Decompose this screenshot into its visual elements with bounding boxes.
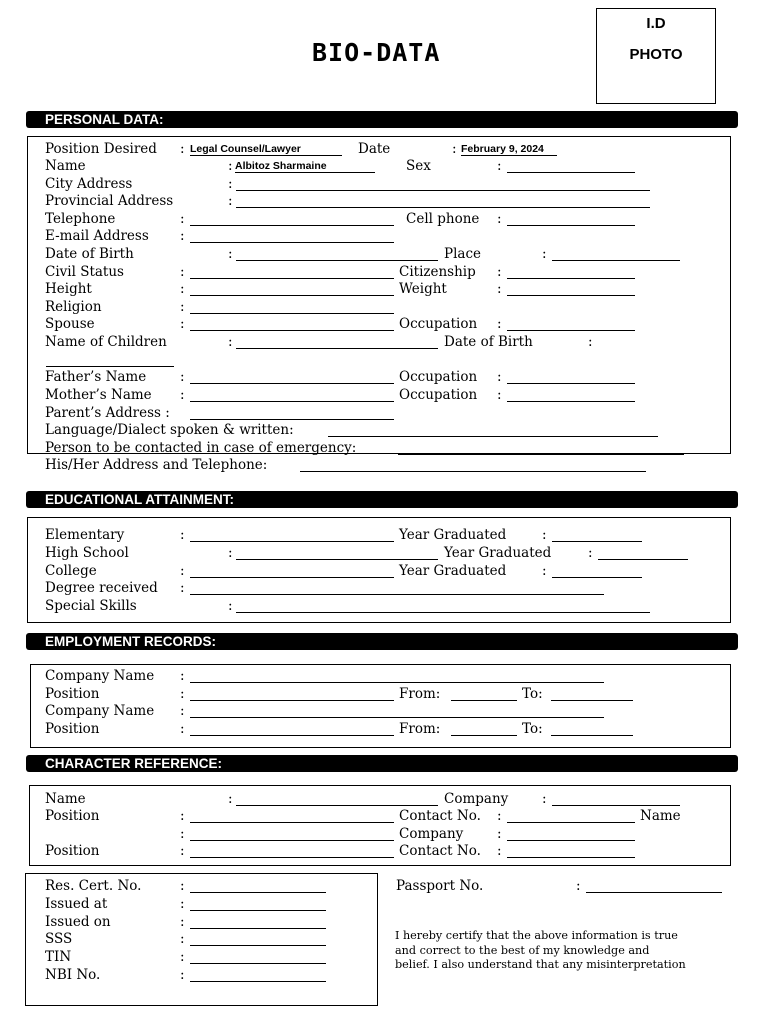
colon: : bbox=[497, 387, 502, 403]
date-value[interactable]: February 9, 2024 bbox=[461, 143, 557, 156]
colon: : bbox=[180, 703, 185, 719]
colon: : bbox=[497, 369, 502, 385]
nbi-label: NBI No. bbox=[45, 967, 101, 983]
father-occupation-label: Occupation bbox=[399, 369, 478, 385]
ref-company-field-1[interactable] bbox=[552, 805, 680, 806]
colon: : bbox=[180, 141, 185, 157]
father-occupation-field[interactable] bbox=[507, 383, 635, 384]
ref-name-field-2[interactable] bbox=[190, 840, 394, 841]
citizenship-label: Citizenship bbox=[399, 264, 476, 280]
ref-contact-label-1: Contact No. bbox=[399, 808, 481, 824]
certification-line-3: belief. I also understand that any misinterpretation bbox=[395, 958, 686, 971]
sss-label: SSS bbox=[45, 931, 73, 947]
colon: : bbox=[228, 158, 233, 174]
tin-label: TIN bbox=[45, 949, 72, 965]
colon: : bbox=[180, 281, 185, 297]
telephone-label: Telephone bbox=[45, 211, 116, 227]
special-skills-label: Special Skills bbox=[45, 598, 137, 614]
from-field-1[interactable] bbox=[451, 700, 517, 701]
issued-at-field[interactable] bbox=[190, 910, 326, 911]
place-label: Place bbox=[444, 246, 481, 262]
sex-field[interactable] bbox=[507, 172, 635, 173]
elementary-field[interactable] bbox=[190, 541, 394, 542]
ref-contact-label-2: Contact No. bbox=[399, 843, 481, 859]
passport-label: Passport No. bbox=[396, 878, 484, 894]
place-field[interactable] bbox=[552, 260, 680, 261]
name-label: Name bbox=[45, 158, 86, 174]
colon: : bbox=[576, 878, 581, 894]
colon: : bbox=[180, 686, 185, 702]
sex-label: Sex bbox=[406, 158, 431, 174]
colon: : bbox=[588, 334, 593, 350]
colon: : bbox=[180, 527, 185, 543]
mother-occupation-label: Occupation bbox=[399, 387, 478, 403]
colon: : bbox=[542, 563, 547, 579]
colon: : bbox=[497, 843, 502, 859]
dob-label: Date of Birth bbox=[45, 246, 134, 262]
passport-field[interactable] bbox=[586, 892, 722, 893]
colon: : bbox=[180, 580, 185, 596]
college-year-label: Year Graduated bbox=[399, 563, 507, 579]
date-label: Date bbox=[358, 141, 391, 157]
civil-status-field[interactable] bbox=[190, 278, 394, 279]
to-label-1: To: bbox=[522, 686, 543, 702]
city-address-label: City Address bbox=[45, 176, 133, 192]
from-label-2: From: bbox=[399, 721, 441, 737]
emergency-address-label: His/Her Address and Telephone: bbox=[45, 457, 268, 473]
colon: : bbox=[180, 808, 185, 824]
colon: : bbox=[180, 563, 185, 579]
certification-line-1: I hereby certify that the above information is true bbox=[395, 929, 678, 942]
colon: : bbox=[497, 211, 502, 227]
high-school-label: High School bbox=[45, 545, 129, 561]
height-field[interactable] bbox=[190, 295, 394, 296]
ref-company-label-1: Company bbox=[444, 791, 509, 807]
mother-field[interactable] bbox=[190, 401, 394, 402]
colon: : bbox=[180, 949, 185, 965]
colon: : bbox=[180, 228, 185, 244]
colon: : bbox=[180, 387, 185, 403]
colon: : bbox=[228, 334, 233, 350]
id-photo-line1: I.D bbox=[646, 15, 666, 32]
issued-on-label: Issued on bbox=[45, 914, 111, 930]
company-name-label-1: Company Name bbox=[45, 668, 155, 684]
ref-position-label-1: Position bbox=[45, 808, 100, 824]
weight-label: Weight bbox=[399, 281, 447, 297]
res-cert-field[interactable] bbox=[190, 892, 326, 893]
cell-phone-label: Cell phone bbox=[406, 211, 480, 227]
telephone-field[interactable] bbox=[190, 225, 394, 226]
high-school-field[interactable] bbox=[236, 559, 438, 560]
colon: : bbox=[497, 281, 502, 297]
spouse-label: Spouse bbox=[45, 316, 95, 332]
high-school-year-field[interactable] bbox=[598, 559, 688, 560]
emergency-field[interactable] bbox=[398, 454, 684, 455]
religion-label: Religion bbox=[45, 299, 102, 315]
citizenship-field[interactable] bbox=[507, 278, 635, 279]
ref-name-field-1[interactable] bbox=[236, 805, 438, 806]
position-field-1[interactable] bbox=[190, 700, 394, 701]
to-field-2[interactable] bbox=[551, 735, 633, 736]
language-label: Language/Dialect spoken & written: bbox=[45, 422, 294, 438]
colon: : bbox=[497, 808, 502, 824]
ref-name-label-2: Name bbox=[640, 808, 681, 824]
position-desired-label: Position Desired bbox=[45, 141, 157, 157]
degree-field[interactable] bbox=[190, 594, 604, 595]
ref-company-field-2[interactable] bbox=[507, 840, 635, 841]
to-field-1[interactable] bbox=[551, 700, 633, 701]
to-label-2: To: bbox=[522, 721, 543, 737]
ref-position-label-2: Position bbox=[45, 843, 100, 859]
mother-label: Mother’s Name bbox=[45, 387, 152, 403]
colon: : bbox=[180, 896, 185, 912]
colon: : bbox=[542, 791, 547, 807]
colon: : bbox=[497, 158, 502, 174]
ref-position-field-2[interactable] bbox=[190, 857, 394, 858]
colon: : bbox=[180, 914, 185, 930]
degree-label: Degree received bbox=[45, 580, 158, 596]
section-employment-records: EMPLOYMENT RECORDS: bbox=[26, 633, 738, 650]
colon: : bbox=[542, 246, 547, 262]
from-label-1: From: bbox=[399, 686, 441, 702]
company-name-field-2[interactable] bbox=[190, 717, 604, 718]
sss-field[interactable] bbox=[190, 945, 326, 946]
colon: : bbox=[228, 176, 233, 192]
college-label: College bbox=[45, 563, 97, 579]
elementary-year-field[interactable] bbox=[552, 541, 642, 542]
language-field[interactable] bbox=[328, 436, 658, 437]
religion-field[interactable] bbox=[190, 313, 394, 314]
character-box bbox=[29, 785, 731, 866]
colon: : bbox=[497, 264, 502, 280]
colon: : bbox=[542, 527, 547, 543]
height-label: Height bbox=[45, 281, 92, 297]
colon: : bbox=[180, 668, 185, 684]
position-desired-value[interactable]: Legal Counsel/Lawyer bbox=[190, 143, 342, 156]
high-school-year-label: Year Graduated bbox=[444, 545, 552, 561]
weight-field[interactable] bbox=[507, 295, 635, 296]
company-name-field-1[interactable] bbox=[190, 682, 604, 683]
mother-occupation-field[interactable] bbox=[507, 401, 635, 402]
position-field-2[interactable] bbox=[190, 735, 394, 736]
section-character-reference: CHARACTER REFERENCE: bbox=[26, 755, 738, 772]
children-dob-field[interactable] bbox=[46, 366, 174, 367]
position-label-2: Position bbox=[45, 721, 100, 737]
spouse-occupation-field[interactable] bbox=[507, 330, 635, 331]
from-field-2[interactable] bbox=[451, 735, 517, 736]
children-label: Name of Children bbox=[45, 334, 167, 350]
colon: : bbox=[497, 826, 502, 842]
colon: : bbox=[228, 246, 233, 262]
position-label-1: Position bbox=[45, 686, 100, 702]
special-skills-field[interactable] bbox=[236, 612, 650, 613]
father-label: Father’s Name bbox=[45, 369, 147, 385]
colon: : bbox=[180, 878, 185, 894]
parent-address-label: Parent’s Address : bbox=[45, 405, 170, 421]
ref-company-label-2: Company bbox=[399, 826, 464, 842]
colon: : bbox=[180, 721, 185, 737]
emergency-label: Person to be contacted in case of emergency: bbox=[45, 440, 357, 456]
colon: : bbox=[180, 931, 185, 947]
parent-address-field[interactable] bbox=[190, 419, 394, 420]
colon: : bbox=[180, 299, 185, 315]
colon: : bbox=[180, 826, 185, 842]
colon: : bbox=[180, 211, 185, 227]
issued-at-label: Issued at bbox=[45, 896, 108, 912]
ref-position-field-1[interactable] bbox=[190, 822, 394, 823]
ref-contact-field-2[interactable] bbox=[507, 857, 635, 858]
certification-line-2: and correct to the best of my knowledge and bbox=[395, 944, 650, 957]
college-field[interactable] bbox=[190, 577, 394, 578]
ref-name-label-1: Name bbox=[45, 791, 86, 807]
provincial-address-field[interactable] bbox=[236, 207, 650, 208]
colon: : bbox=[228, 598, 233, 614]
spouse-field[interactable] bbox=[190, 330, 394, 331]
spouse-occupation-label: Occupation bbox=[399, 316, 478, 332]
civil-status-label: Civil Status bbox=[45, 264, 124, 280]
colon: : bbox=[228, 545, 233, 561]
colon: : bbox=[180, 316, 185, 332]
emergency-address-field[interactable] bbox=[300, 471, 646, 472]
page-title: BIO-DATA bbox=[312, 38, 441, 67]
email-field[interactable] bbox=[190, 242, 394, 243]
issued-on-field[interactable] bbox=[190, 928, 326, 929]
children-dob-label: Date of Birth bbox=[444, 334, 533, 350]
cell-phone-field[interactable] bbox=[507, 225, 635, 226]
colon: : bbox=[180, 843, 185, 859]
elementary-label: Elementary bbox=[45, 527, 125, 543]
provincial-address-label: Provincial Address bbox=[45, 193, 174, 209]
section-educational-attainment: EDUCATIONAL ATTAINMENT: bbox=[26, 491, 738, 508]
name-value[interactable]: Albitoz Sharmaine bbox=[235, 160, 375, 173]
colon: : bbox=[180, 264, 185, 280]
dob-field[interactable] bbox=[236, 260, 438, 261]
colon: : bbox=[180, 369, 185, 385]
res-cert-label: Res. Cert. No. bbox=[45, 878, 142, 894]
city-address-field[interactable] bbox=[236, 190, 650, 191]
section-personal-data: PERSONAL DATA: bbox=[26, 111, 738, 128]
college-year-field[interactable] bbox=[552, 577, 642, 578]
colon: : bbox=[228, 193, 233, 209]
id-photo-line2: PHOTO bbox=[629, 46, 683, 63]
nbi-field[interactable] bbox=[190, 981, 326, 982]
ref-contact-field-1[interactable] bbox=[507, 822, 635, 823]
colon: : bbox=[180, 967, 185, 983]
id-photo-box bbox=[596, 8, 716, 104]
elementary-year-label: Year Graduated bbox=[399, 527, 507, 543]
children-field[interactable] bbox=[236, 348, 438, 349]
colon: : bbox=[497, 316, 502, 332]
email-label: E-mail Address bbox=[45, 228, 149, 244]
father-field[interactable] bbox=[190, 383, 394, 384]
tin-field[interactable] bbox=[190, 963, 326, 964]
company-name-label-2: Company Name bbox=[45, 703, 155, 719]
colon: : bbox=[588, 545, 593, 561]
colon: : bbox=[228, 791, 233, 807]
colon: : bbox=[452, 141, 457, 157]
